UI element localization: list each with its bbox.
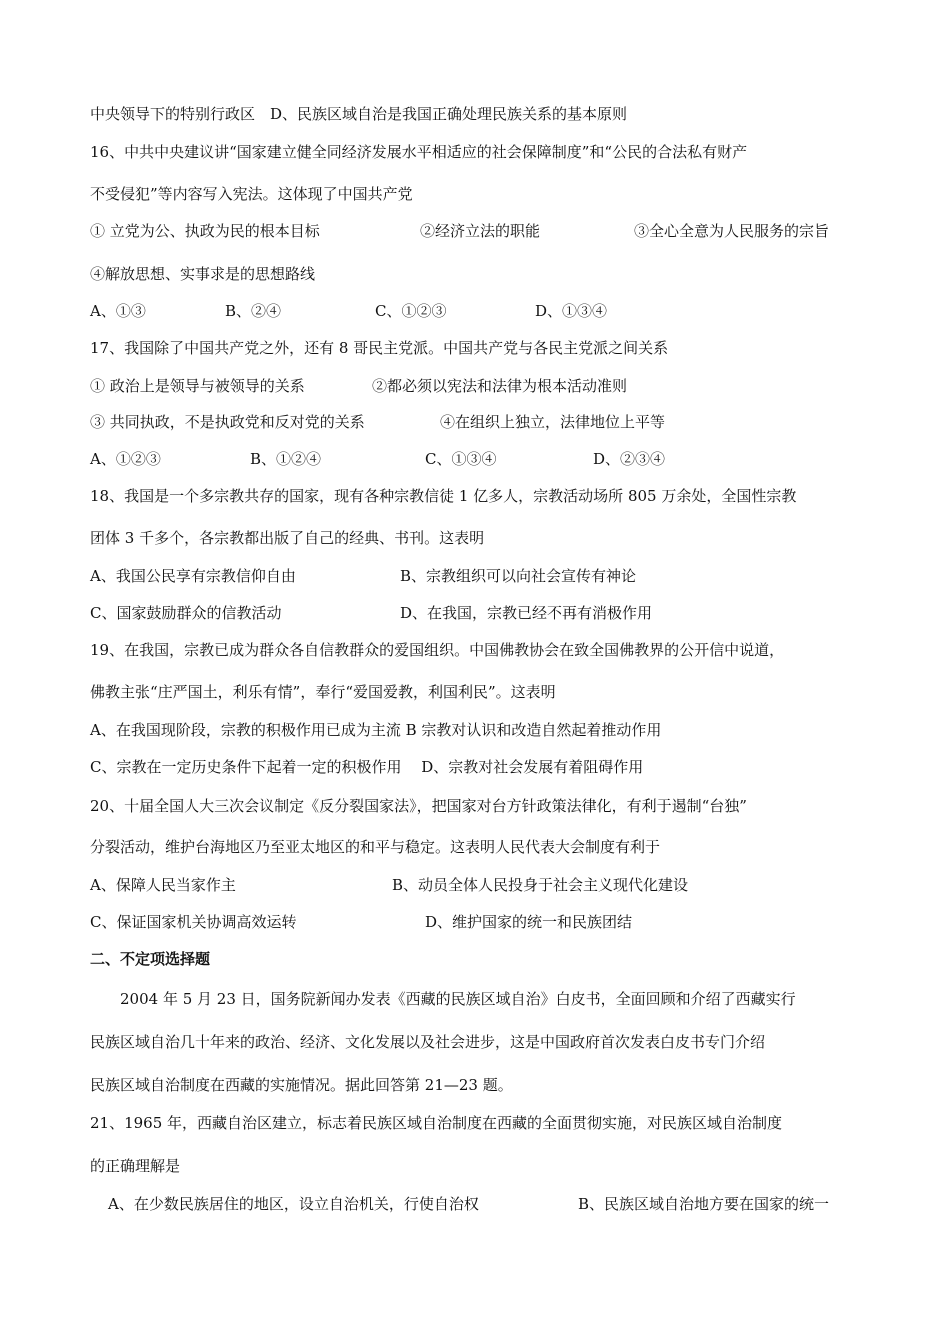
q21-option-a: A、在少数民族居住的地区，设立自治机关，行使自治权 bbox=[108, 1195, 479, 1213]
q16-option-c: C、①②③ bbox=[375, 302, 447, 320]
question-21-stem-cont: 的正确理解是 bbox=[90, 1157, 181, 1175]
question-21-stem: 21、1965 年，西藏自治区建立，标志着民族区域自治制度在西藏的全面贯彻实施，对民族区域自治制度 bbox=[90, 1114, 783, 1132]
q17-option-d: D、②③④ bbox=[593, 450, 666, 468]
text-line: 中央领导下的特别行政区 D、民族区域自治是我国正确处理民族关系的基本原则 bbox=[90, 105, 628, 123]
q20-option-b: B、动员全体人民投身于社会主义现代化建设 bbox=[392, 876, 689, 894]
q18-option-d: D、在我国，宗教已经不再有消极作用 bbox=[400, 604, 653, 622]
q16-item-1: ① 立党为公、执政为民的根本目标 bbox=[90, 222, 320, 240]
q19-options-cd: C、宗教在一定历史条件下起着一定的积极作用 D、宗教对社会发展有着阻碍作用 bbox=[90, 758, 644, 776]
q18-option-a: A、我国公民享有宗教信仰自由 bbox=[90, 567, 296, 585]
q17-option-c: C、①③④ bbox=[425, 450, 497, 468]
question-20-stem-cont: 分裂活动，维护台海地区乃至亚太地区的和平与稳定。这表明人民代表大会制度有利于 bbox=[90, 838, 661, 856]
q19-options-ab: A、在我国现阶段，宗教的积极作用已成为主流 B 宗教对认识和改造自然起着推动作用 bbox=[90, 721, 662, 739]
q16-item-2: ②经济立法的职能 bbox=[420, 222, 541, 240]
q16-option-d: D、①③④ bbox=[535, 302, 608, 320]
question-20-stem: 20、十届全国人大三次会议制定《反分裂国家法》，把国家对台方针政策法律化，有利于遏制“台独” bbox=[90, 797, 747, 815]
q20-option-a: A、保障人民当家作主 bbox=[90, 876, 236, 894]
question-19-stem: 19、在我国，宗教已成为群众各自信教群众的爱国组织。中国佛教协会在致全国佛教界的公开信中说道， bbox=[90, 641, 785, 659]
q17-item-4: ④在组织上独立，法律地位上平等 bbox=[440, 413, 666, 431]
q16-option-b: B、②④ bbox=[225, 302, 282, 320]
q17-option-a: A、①②③ bbox=[90, 450, 161, 468]
q17-item-3: ③ 共同执政，不是执政党和反对党的关系 bbox=[90, 413, 365, 431]
question-16-stem-cont: 不受侵犯”等内容写入宪法。这体现了中国共产党 bbox=[90, 185, 413, 203]
q17-item-2: ②都必须以宪法和法律为根本活动准则 bbox=[372, 377, 628, 395]
q20-option-d: D、维护国家的统一和民族团结 bbox=[425, 913, 633, 931]
question-17-stem: 17、我国除了中国共产党之外，还有 8 哥民主党派。中国共产党与各民主党派之间关系 bbox=[90, 339, 669, 357]
question-16-stem: 16、中共中央建议讲“国家建立健全同经济发展水平相适应的社会保障制度”和“公民的合法私有财产 bbox=[90, 143, 748, 161]
q18-option-c: C、国家鼓励群众的信教活动 bbox=[90, 604, 282, 622]
q20-option-c: C、保证国家机关协调高效运转 bbox=[90, 913, 297, 931]
question-19-stem-cont: 佛教主张“庄严国土，利乐有情”，奉行“爱国爱教，利国利民”。这表明 bbox=[90, 683, 556, 701]
q18-option-b: B、宗教组织可以向社会宣传有神论 bbox=[400, 567, 637, 585]
passage-line-3: 民族区域自治制度在西藏的实施情况。据此回答第 21—23 题。 bbox=[90, 1076, 513, 1094]
question-18-stem-cont: 团体 3 千多个，各宗教都出版了自己的经典、书刊。这表明 bbox=[90, 529, 485, 547]
passage-line-1: 2004 年 5 月 23 日，国务院新闻办发表《西藏的民族区域自治》白皮书，全面回顾和介绍了西藏实行 bbox=[90, 990, 796, 1008]
q21-option-b: B、民族区域自治地方要在国家的统一 bbox=[578, 1195, 830, 1213]
q16-option-a: A、①③ bbox=[90, 302, 146, 320]
q17-option-b: B、①②④ bbox=[250, 450, 322, 468]
q16-item-4: ④解放思想、实事求是的思想路线 bbox=[90, 265, 316, 283]
question-18-stem: 18、我国是一个多宗教共存的国家，现有各种宗教信徒 1 亿多人，宗教活动场所 805 万余处，全国性宗教 bbox=[90, 487, 797, 505]
passage-line-2: 民族区域自治几十年来的政治、经济、文化发展以及社会进步，这是中国政府首次发表白皮书专门介绍 bbox=[90, 1033, 766, 1051]
q16-item-3: ③全心全意为人民服务的宗旨 bbox=[634, 222, 830, 240]
q17-item-1: ① 政治上是领导与被领导的关系 bbox=[90, 377, 305, 395]
section-heading: 二、不定项选择题 bbox=[90, 950, 211, 968]
